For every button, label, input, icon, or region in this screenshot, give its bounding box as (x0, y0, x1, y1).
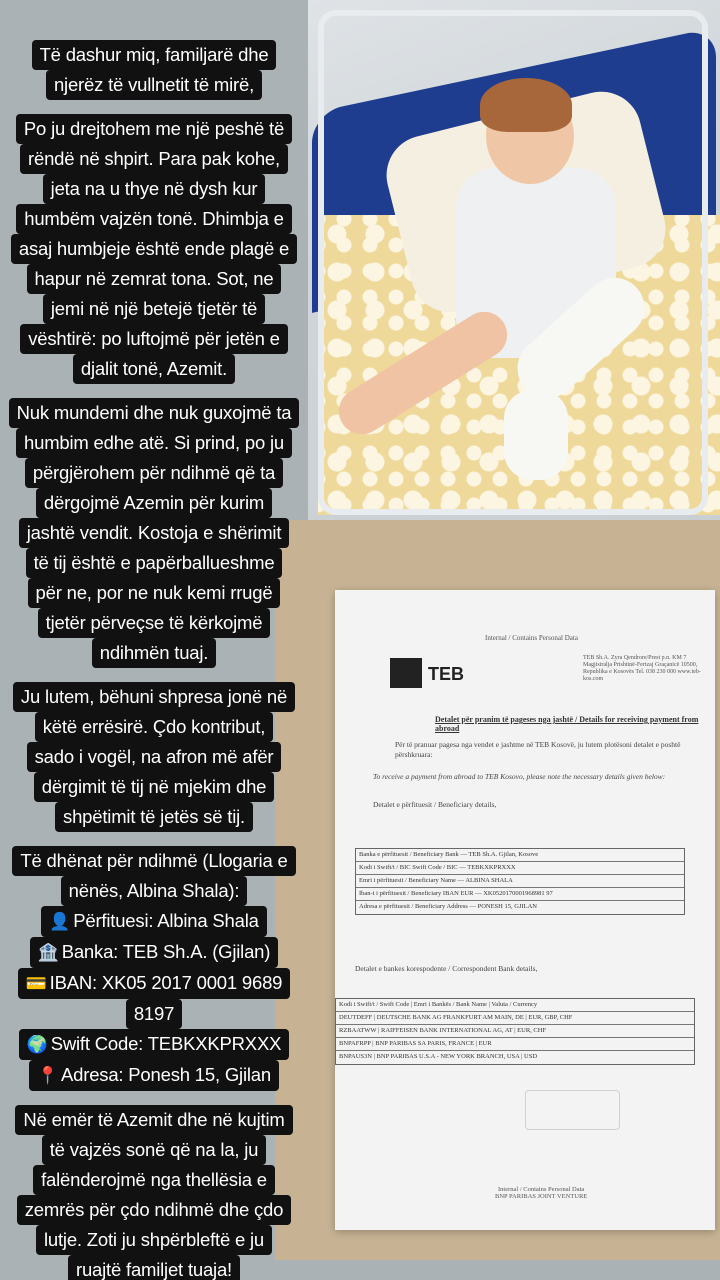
text-line: dërgimit të tij në mjekim dhe (34, 772, 275, 802)
table-row: Banka e përfituesit / Beneficiary Bank — TEB Sh.A. Gjilan, Kosove (356, 849, 684, 862)
beneficiary-line (41, 906, 266, 937)
paragraph-greeting (32, 40, 277, 100)
table-row: Kodi i Swift/t / Swift Code | Emri i Bankës / Bank Name | Valuta / Currency (336, 999, 694, 1012)
iban-continuation: 8197 (126, 999, 182, 1029)
text-line: ndihmën tuaj. (92, 638, 216, 668)
text-line: humbëm vajzën tonë. Dhimbja e (16, 204, 292, 234)
table-row: Adresa e përfituesit / Beneficiary Address — PONESH 15, GJILAN (359, 903, 537, 910)
text-line: Nuk mundemi dhe nuk guxojmë ta (9, 398, 300, 428)
text-line: rëndë në shpirt. Para pak kohe, (20, 144, 288, 174)
iban-line (18, 968, 291, 999)
document-footer: Internal / Contains Personal Data BNP PARIBAS JOINT VENTURE (495, 1186, 588, 1200)
paragraph-hope (13, 682, 295, 832)
text-line: tjetër përveçse të kërkojmë (38, 608, 271, 638)
text-line: për ne, por ne nuk kemi rrugë (28, 578, 281, 608)
text-line: këtë errësirë. Çdo kontribut, (35, 712, 273, 742)
bank-document-photo (275, 520, 720, 1260)
card-icon: 💳 (25, 974, 47, 994)
table-row: Emri i përfituesit / Beneficiary Name — ALBINA SHALA (356, 875, 684, 888)
text-line: të vajzës sonë që na la, ju (42, 1135, 267, 1165)
text-line: jashtë vendit. Kostoja e shërimit (19, 518, 290, 548)
document-intro-sq: Për të pranuar pagesa nga vendet e jashtme në TEB Kosovë, ju lutem plotësoni detalet e poshtë përshkruara: (395, 740, 681, 759)
bank-address: TEB Sh.A. Zyra Qendrore/Prest p.n. KM 7 Magjistralja Prishtinë-Ferizaj Graçanicë 10500, Republika e Kosovës Tel. 038 230 000 www.teb-kos.com (583, 655, 701, 682)
bank-line (30, 937, 279, 968)
text-line: përgjërohem për ndihmë që ta (25, 458, 283, 488)
text-line: Në emër të Azemit dhe në kujtim (15, 1105, 292, 1135)
correspondent-heading: Detalet e bankes korespodente / Correspondent Bank details, (355, 964, 538, 973)
table-row: RZBAATWW | RAIFFEISEN BANK INTERNATIONAL AG, AT | EUR, CHF (336, 1025, 694, 1038)
text-line: hapur në zemrat tona. Sot, ne (27, 264, 282, 294)
beneficiary-heading: Detalet e përfituesit / Beneficiary details, (373, 800, 497, 809)
text-line: Të dhënat për ndihmë (Llogaria e (12, 846, 295, 876)
text-line: Po ju drejtohem me një peshë të (16, 114, 292, 144)
text-line: njerëz të vullnetit të mirë, (46, 70, 262, 100)
text-line: ruajtë familjet tuaja! (68, 1255, 240, 1280)
text-line: Ju lutem, bëhuni shpresa jonë në (13, 682, 295, 712)
paragraph-plea (9, 398, 300, 668)
story-text-column (0, 40, 308, 1280)
text-line: nënës, Albina Shala): (61, 876, 248, 906)
text-line: humbim edhe atë. Si prind, po ju (16, 428, 292, 458)
correspondent-table (335, 998, 695, 1065)
table-row: Kodi i Swift/t / BIC Swift Code / BIC — TEBKXKPRXXX (356, 862, 684, 875)
text-line: shpëtimit të jetës së tij. (55, 802, 253, 832)
address-text: Adresa: Ponesh 15, Gjilan (61, 1064, 271, 1085)
document-header-note: Internal / Contains Personal Data (485, 634, 578, 642)
pin-icon: 📍 (37, 1066, 58, 1086)
text-line: zemrës për çdo ndihmë dhe çdo (17, 1195, 292, 1225)
teb-logo-icon (390, 658, 422, 688)
text-line: vështirë: po luftojmë për jetën e (20, 324, 288, 354)
text-line: Të dashur miq, familjarë dhe (32, 40, 277, 70)
paragraph-loss (11, 114, 297, 384)
bank-icon: 🏦 (37, 943, 59, 963)
person-icon: 👤 (49, 912, 71, 932)
address-line (29, 1060, 279, 1091)
iban-text: IBAN: XK05 2017 0001 9689 (49, 972, 283, 993)
text-line: jemi në një betejë tjetër të (43, 294, 265, 324)
document-intro-en: To receive a payment from abroad to TEB Kosovo, please note the necessary details given below: (373, 772, 666, 781)
text-line: sado i vogël, na afron më afër (27, 742, 282, 772)
beneficiary-table (355, 848, 685, 915)
bank-text: Banka: TEB Sh.A. (Gjilan) (61, 941, 271, 962)
text-line: asaj humbjeje është ende plagë e (11, 234, 297, 264)
table-row: DEUTDEFF | DEUTSCHE BANK AG FRANKFURT AM MAIN, DE | EUR, GBP, CHF (336, 1012, 694, 1025)
beneficiary-text: Përfituesi: Albina Shala (73, 910, 259, 931)
bed-frame (318, 10, 708, 515)
text-line: dërgojmë Azemin për kurim (36, 488, 272, 518)
document-title: Detalet për pranim të pageses nga jashtë / Details for receiving payment from abroad (435, 715, 699, 733)
teb-logo-text: TEB (428, 664, 464, 684)
bank-document (335, 590, 715, 1230)
stamp (525, 1090, 620, 1130)
hospital-photo (308, 0, 720, 520)
table-row: Iban-i i përfituesit / Beneficiary IBAN EUR — XK0520170001968981 97 (356, 888, 684, 901)
text-line: djalit tonë, Azemit. (73, 354, 235, 384)
text-line: falënderojmë nga thellësia e (33, 1165, 275, 1195)
globe-icon: 🌍 (26, 1035, 48, 1055)
text-line: lutje. Zoti ju shpërbleftë e ju (36, 1225, 272, 1255)
paragraph-thanks (15, 1105, 292, 1280)
text-line: të tij është e papërballueshme (26, 548, 283, 578)
swift-line (19, 1029, 290, 1060)
swift-text: Swift Code: TEBKXKPRXXX (50, 1033, 282, 1054)
table-row: BNPAUS3N | BNP PARIBAS U.S.A - NEW YORK BRANCH, USA | USD (339, 1053, 538, 1060)
paragraph-donation-details (12, 846, 295, 1091)
text-line: jeta na u thye në dysh kur (43, 174, 266, 204)
table-row: BNPAFRPP | BNP PARIBAS SA PARIS, FRANCE | EUR (336, 1038, 694, 1051)
